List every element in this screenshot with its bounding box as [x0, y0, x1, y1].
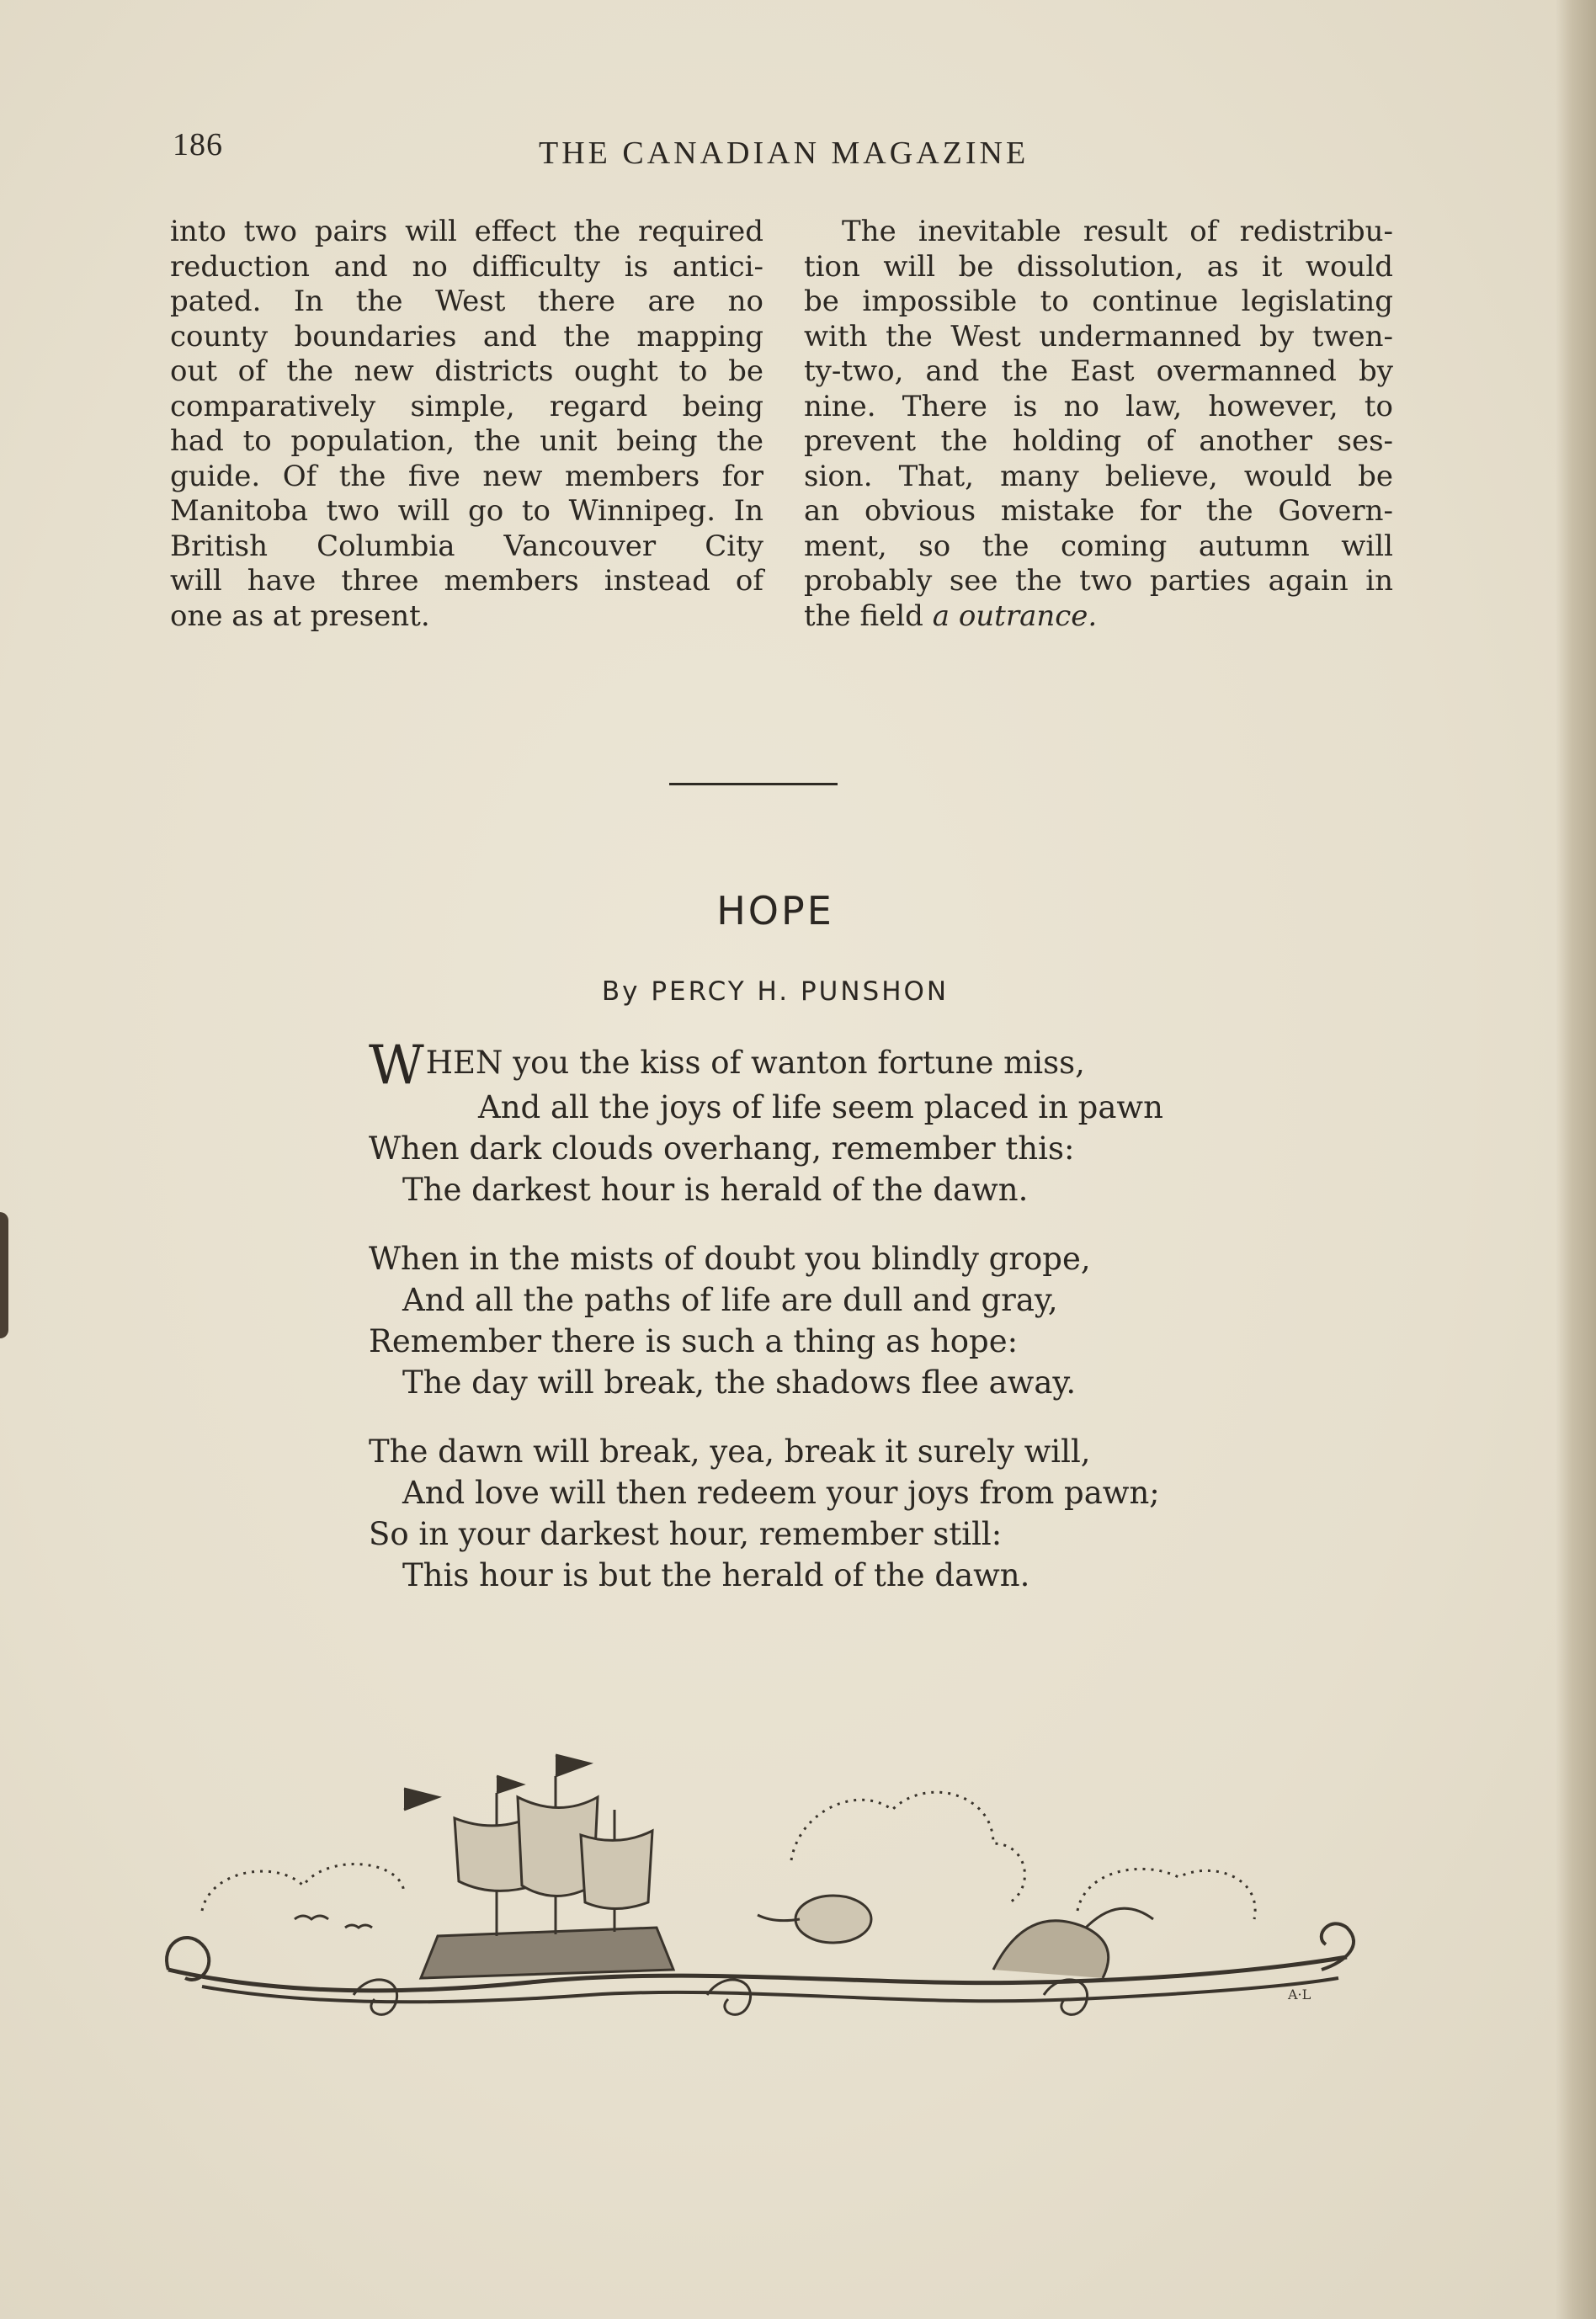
section-divider — [669, 783, 838, 785]
article-line: British Columbia Vancouver City — [170, 529, 763, 563]
poem-line: So in your darkest hour, remember still: — [369, 1516, 1003, 1552]
article-line: ment, so the coming autumn will — [804, 529, 1393, 563]
poem-line: And all the paths of life are dull and gray, — [402, 1282, 1058, 1318]
article-line: guide. Of the five new members for — [170, 459, 763, 493]
page-edge-shadow — [1556, 0, 1596, 2319]
article-line: into two pairs will effect the required — [170, 215, 763, 248]
poem-line: The darkest hour is herald of the dawn. — [402, 1172, 1029, 1208]
article-line: tion will be dissolution, as it would — [804, 249, 1393, 284]
article-line: with the West undermanned by twen- — [804, 319, 1393, 354]
drop-cap: W — [369, 1035, 424, 1097]
poem-stanza — [369, 1431, 1163, 1596]
poem-line: When in the mists of doubt you blindly grope, — [369, 1241, 1091, 1277]
article-line: out of the new districts ought to be — [170, 354, 763, 388]
article-line: probably see the two parties again in — [804, 564, 1393, 598]
article-line: The inevitable result of redistribu- — [842, 215, 1393, 248]
page-number: 186 — [173, 127, 223, 162]
article-line: will have three members instead of — [170, 564, 763, 598]
poem-line: The day will break, the shadows flee away. — [402, 1364, 1077, 1401]
ship-ornament — [152, 1717, 1372, 2020]
running-head: THE CANADIAN MAGAZINE — [539, 136, 1029, 171]
article-line: be impossible to continue legislating — [804, 285, 1393, 318]
poem-line: And all the joys of life seem placed in pawn — [478, 1089, 1163, 1125]
poem-line: And love will then redeem your joys from pawn; — [402, 1475, 1160, 1511]
article-line: comparatively simple, regard being — [170, 389, 763, 423]
article-line: nine. There is no law, however, to — [804, 389, 1393, 423]
poem-title: HOPE — [716, 888, 834, 933]
poem-body — [369, 1035, 1163, 1624]
article-line: Manitoba two will go to Winnipeg. In — [170, 494, 763, 528]
article-line: pated. In the West there are no — [170, 285, 763, 318]
ornament-signature: A·L — [1288, 1987, 1311, 2003]
poem-line: When dark clouds overhang, remember this: — [369, 1130, 1075, 1167]
poem-stanza — [369, 1035, 1163, 1210]
article-right-column — [804, 215, 1393, 634]
poem-line: Remember there is such a thing as hope: — [369, 1323, 1019, 1359]
poem-byline: By PERCY H. PUNSHON — [601, 976, 950, 1007]
article-last-line — [804, 599, 1393, 635]
article-line: county boundaries and the mapping — [170, 319, 763, 354]
article-line: ty-two, and the East overmanned by — [804, 354, 1393, 388]
poem-stanza — [369, 1238, 1163, 1403]
italic-phrase: a outrance. — [932, 598, 1098, 633]
article-line: reduction and no difficulty is antici- — [170, 249, 763, 284]
article-left-column — [170, 215, 763, 634]
article-line: an obvious mistake for the Govern- — [804, 494, 1393, 528]
article-line: prevent the holding of another ses- — [804, 424, 1393, 458]
article-line: had to population, the unit being the — [170, 424, 763, 458]
article-last-line-text: the field — [804, 598, 933, 633]
poem-line — [369, 1035, 1163, 1097]
article-line: sion. That, many believe, would be — [804, 459, 1393, 493]
binding-mark — [0, 1212, 8, 1338]
poem-line-text: HEN you the kiss of wanton fortune miss, — [425, 1045, 1085, 1081]
poem-line: This hour is but the herald of the dawn. — [402, 1557, 1030, 1593]
poem-line: The dawn will break, yea, break it surely will, — [369, 1433, 1091, 1470]
article-line: one as at present. — [170, 598, 430, 633]
